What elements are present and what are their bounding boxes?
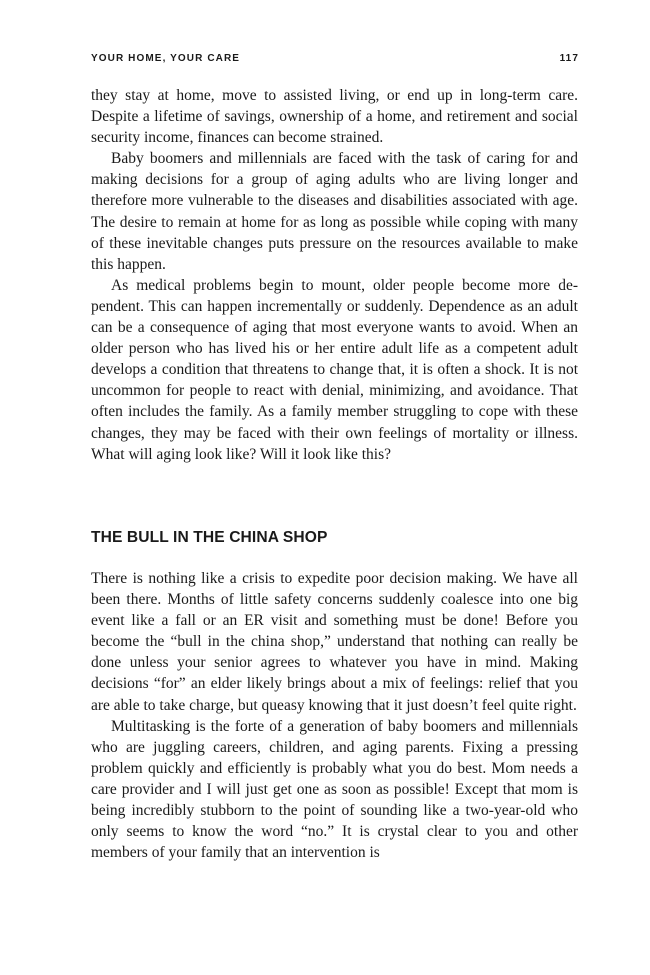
body-text-before-heading	[91, 85, 578, 465]
paragraph-continued: they stay at home, move to assisted living, or end up in long-term care. Despite a lifetime of savings, ownership of a home, and retirement and social security income, finances can become strained.	[91, 87, 578, 147]
running-title: YOUR HOME, YOUR CARE	[91, 53, 241, 64]
body-text-after-heading	[91, 568, 578, 863]
paragraph: Baby boomers and millennials are faced with the task of caring for and making decisions for a group of aging adults who are living longer and therefore more vulnerable to the diseases and disabilities associated with age. The desire to remain at home for as long as possible while coping with many of these inevitable changes puts pressure on the resources available to make this happen.	[91, 150, 578, 273]
paragraph: Multitasking is the forte of a generation of baby boomers and millennials who are juggling careers, children, and aging parents. Fixing a pressing problem quickly and efficiently is probably what you do best. Mom needs a care provider and I will just get one as soon as possible! Except that mom is being incredibly stubborn to the point of sounding like a two-year-old who only seems to know the word “no.” It is crystal clear to you and other members of your family that an intervention is	[91, 717, 578, 862]
page-number: 117	[559, 53, 579, 64]
paragraph: There is nothing like a crisis to expedite poor decision making. We have all been there. Months of little safety concerns suddenly coalesce into one big event like a fall or an ER visit and something must be done! Before you become the “bull in the china shop,” understand that nothing can really be done unless your senior agrees to whatever you have in mind. Making decisions “for” an elder likely brings about a mix of feelings: relief that you are able to take charge, but queasy knowing that it just doesn’t feel quite right.	[91, 570, 578, 714]
running-head	[91, 53, 579, 69]
section-heading: THE BULL IN THE CHINA SHOP	[91, 529, 328, 546]
paragraph: As medical problems begin to mount, older people become more dependent. This can happen incrementally or suddenly. Dependence as an adult can be a consequence of aging that most everyone wants to avoid. When an older person who has lived his or her entire adult life as a competent adult develops a condition that threatens to change that, it is often a shock. It is not uncommon for people to react with denial, minimizing, and avoidance. That often includes the family. As a family member struggling to cope with these changes, they may be faced with their own feelings of mortality or illness. What will aging look like? Will it look like this?	[91, 276, 578, 463]
